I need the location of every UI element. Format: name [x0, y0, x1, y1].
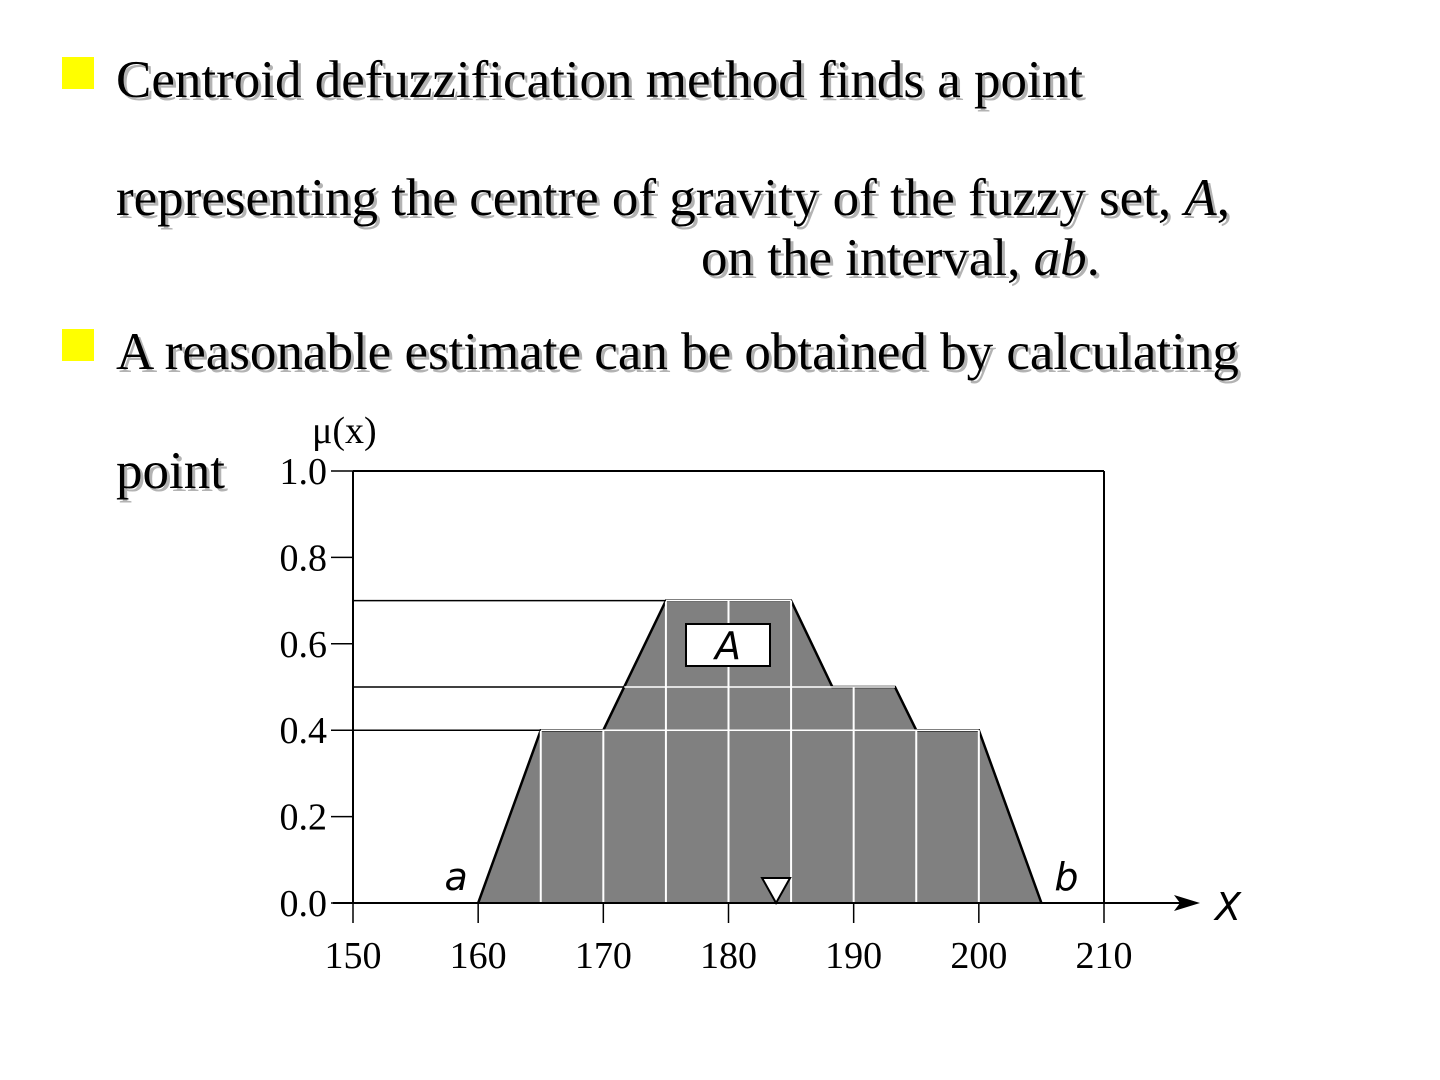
endpoint-label-a: a [444, 855, 468, 899]
bullet-marker-2 [62, 329, 94, 361]
x-tick-label: 190 [825, 935, 883, 977]
y-tick-label: 0.8 [279, 537, 327, 580]
x-tick-label: 180 [700, 935, 757, 977]
y-tick-label: 0.4 [279, 710, 327, 753]
bullet-1-line-1: Centroid defuzzification method finds a point [116, 51, 1083, 109]
x-tick-label: 210 [1075, 935, 1133, 977]
x-tick-label: 150 [324, 935, 382, 977]
bullet-2-line-1: A reasonable estimate can be obtained by calculating [116, 323, 1239, 381]
y-axis-label: μ(x) [312, 410, 377, 452]
fuzzy-set-name: A [1184, 169, 1217, 227]
x-tick-label: 200 [950, 935, 1008, 977]
bullet-2-line-2: point [116, 442, 225, 500]
x-axis-label: X [1215, 885, 1242, 929]
set-label: A [715, 624, 741, 668]
bullet-1-line-3: on the interval, ab. [701, 229, 1100, 287]
y-tick-label: 0.2 [279, 796, 327, 839]
y-tick-label: 0.6 [279, 623, 327, 666]
endpoint-label-b: b [1054, 855, 1079, 899]
bullet-1-line-2: representing the centre of gravity of the fuzzy set, A, [116, 169, 1231, 227]
bullet-1-line-3-text: on the interval, [701, 229, 1021, 287]
y-tick-label: 1.0 [279, 451, 327, 493]
x-tick-label: 170 [574, 935, 632, 977]
bullet-marker-1 [62, 57, 94, 89]
bullet-1-line-2-text: representing the centre of gravity of the fuzzy set, [116, 169, 1172, 227]
y-tick-label: 0.0 [279, 883, 327, 925]
x-tick-label: 160 [449, 935, 507, 977]
interval-name: ab [1033, 229, 1087, 287]
